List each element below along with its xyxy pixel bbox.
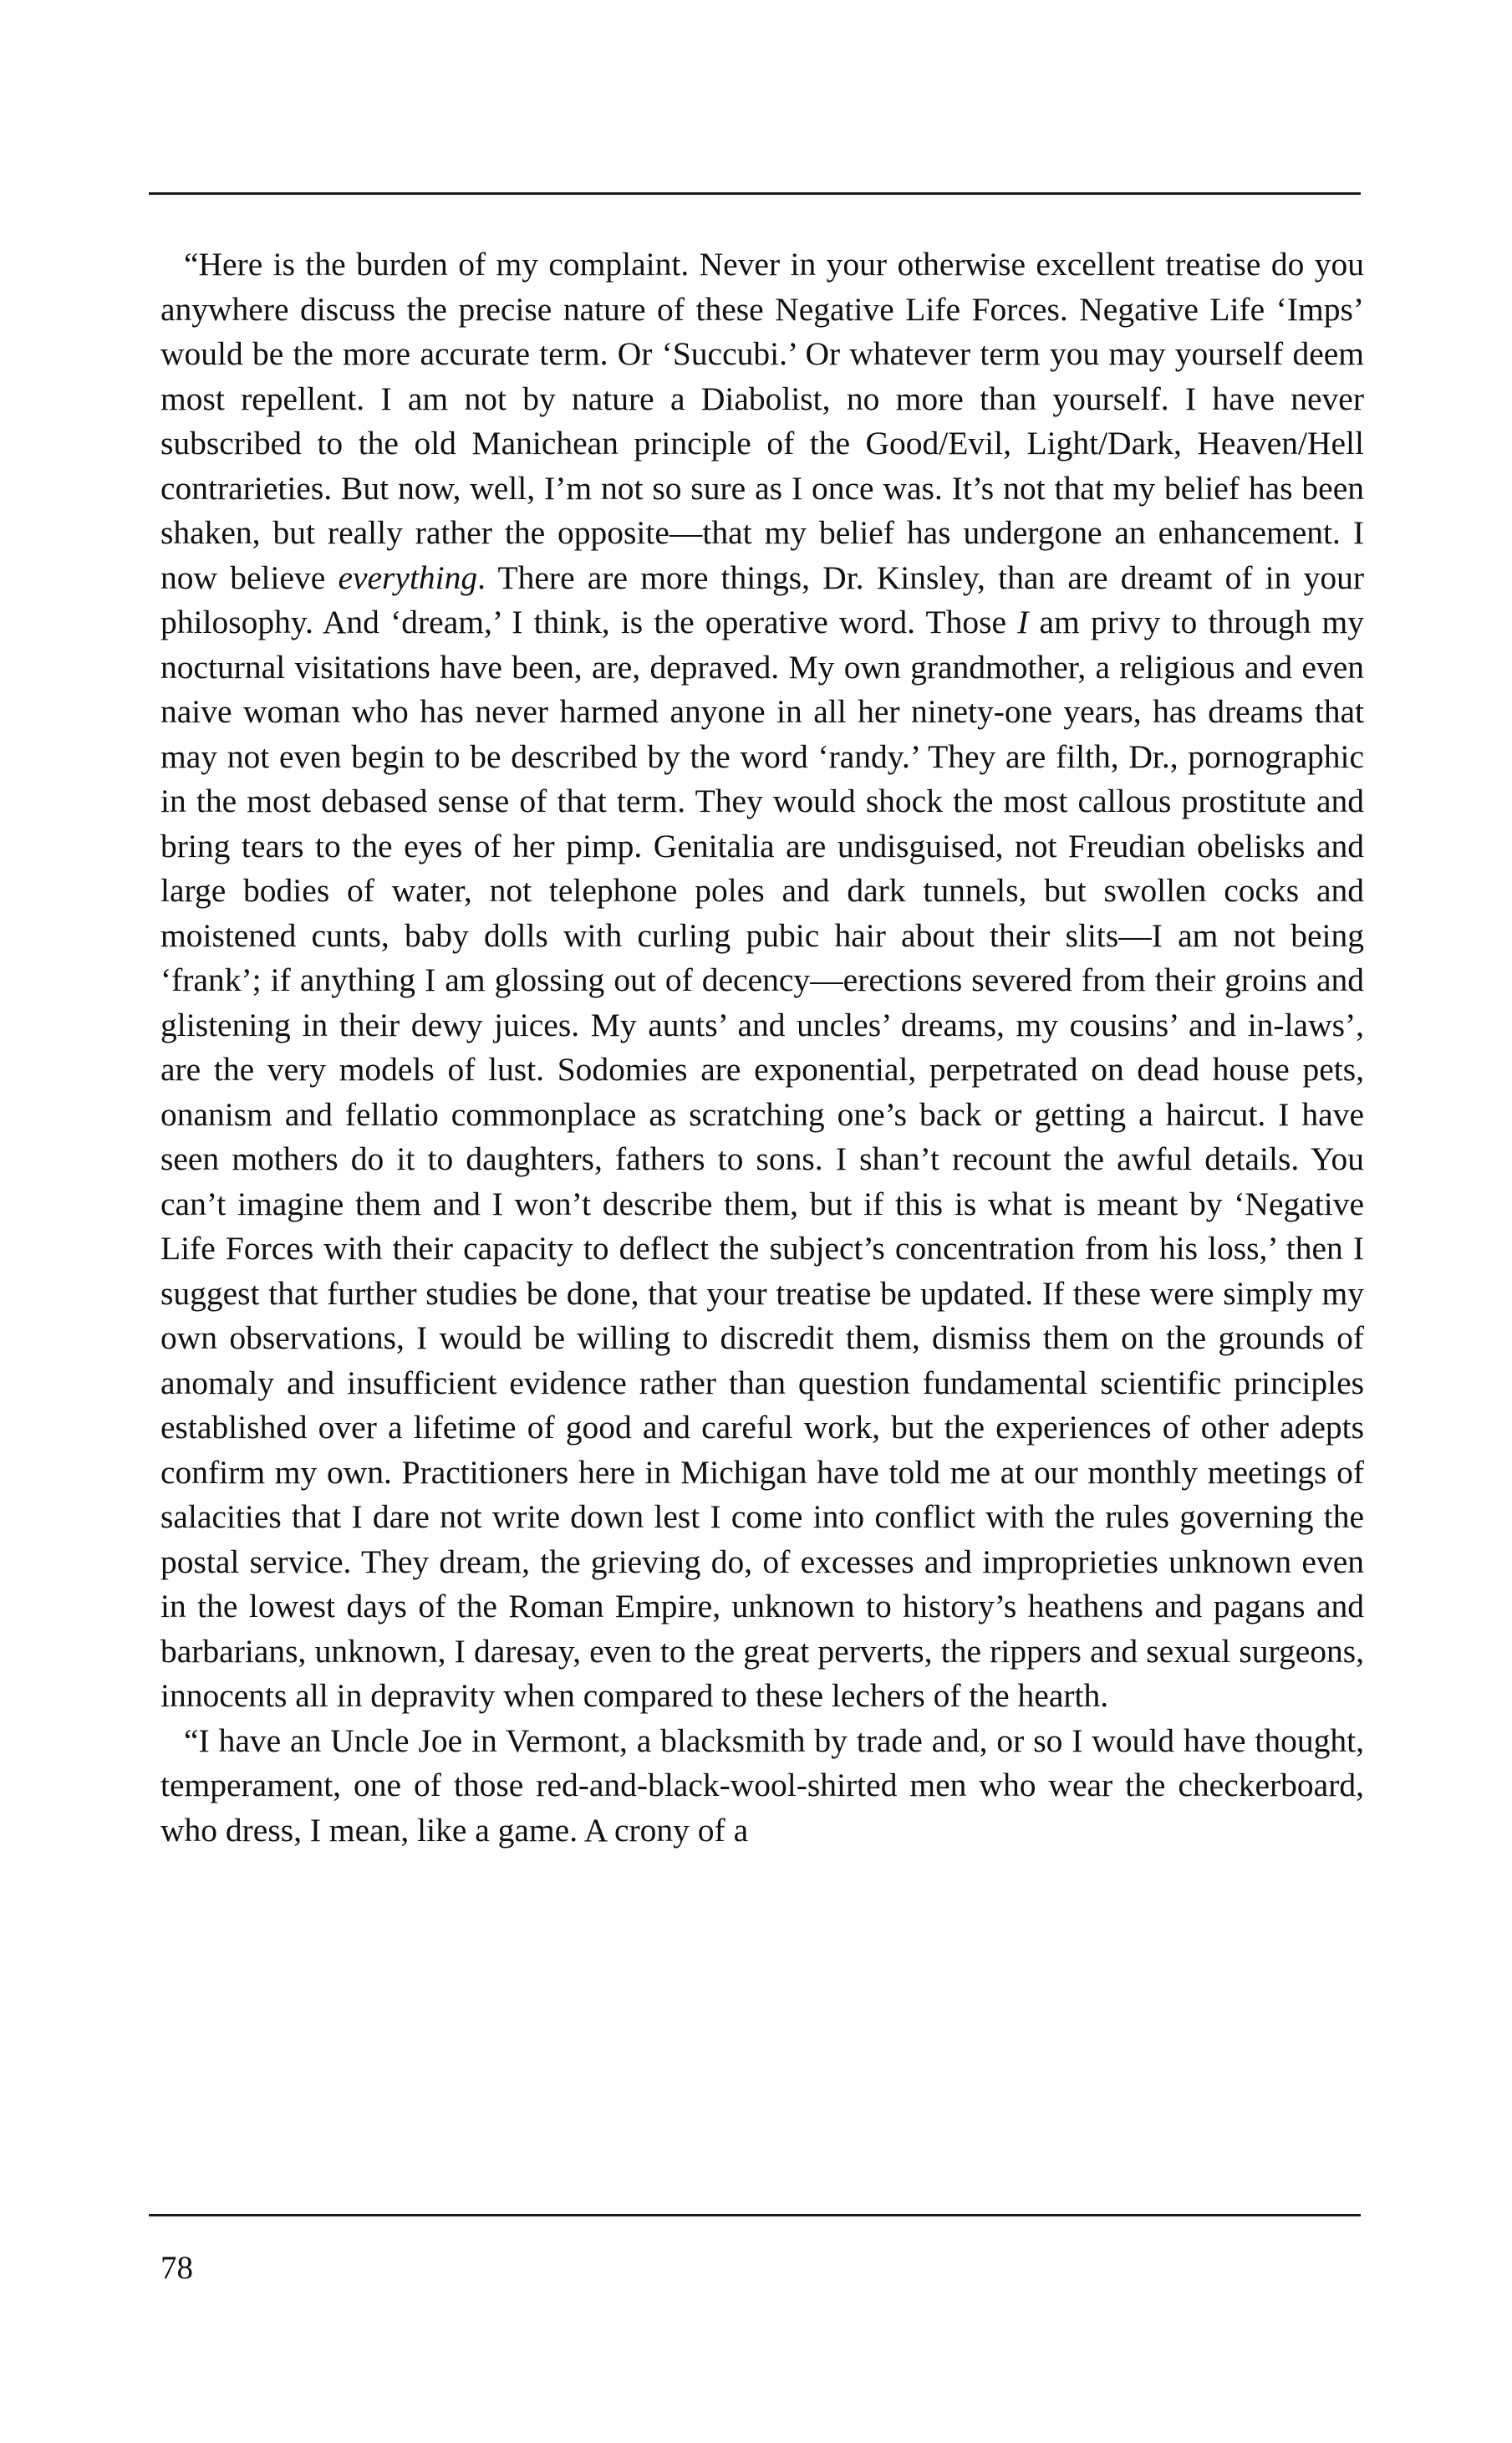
paragraph-2 (160, 1719, 1364, 1854)
emphasis-i: I (1017, 604, 1029, 640)
footer-rule (149, 2214, 1361, 2216)
text-run: am privy to through my nocturnal visitations have been, are, depraved. My own grandmother, a religious and even naive woman who has never harmed anyone in all her ninety-one years, has dreams that may not even begin to be described by the word ‘randy.’ They are filth, Dr., pornographic in the most debased sense of that term. They would shock the most callous prostitute and bring tears to the eyes of her pimp. Genitalia are undisguised, not Freudian obelisks and large bodies of water, not telephone poles and dark tunnels, but swollen cocks and moistened cunts, baby dolls with curling pubic hair about their slits—I am not being ‘frank’; if anything I am glossing out of decency—erections severed from their groins and glistening in their dewy juices. My aunts’ and uncles’ dreams, my cousins’ and in-laws’, are the very models of lust. Sodomies are exponential, perpetrated on dead house pets, onanism and fellatio commonplace as scratching one’s back or getting a haircut. I have seen mothers do it to daughters, fathers to sons. I shan’t recount the awful details. You can’t imagine them and I won’t describe them, but if this is what is meant by ‘Negative Life Forces with their capacity to deflect the subject’s concentration from his loss,’ then I suggest that further studies be done, that your treatise be updated. If these were simply my own observations, I would be willing to discredit them, dismiss them on the grounds of anomaly and insufficient evidence rather than question fundamental scientific principles established over a lifetime of good and careful work, but the experiences of other adepts confirm my own. Practitioners here in Michigan have told me at our monthly meetings of salacities that I dare not write down lest I come into conflict with the rules governing the postal service. They dream, the grieving do, of excesses and improprieties unknown even in the lowest days of the Roman Empire, unknown to history’s heathens and pagans and barbarians, unknown, I daresay, even to the great perverts, the rippers and sexual surgeons, innocents all in depravity when compared to these lechers of the hearth. (160, 604, 1364, 1714)
text-run: “I have an Uncle Joe in Vermont, a blacksmith by trade and, or so I would have thought, temperament, one of those red-and-black-wool-shirted men who wear the checkerboard, who dress, I mean, like a game. A crony of a (160, 1721, 1364, 1849)
body-text (160, 242, 1364, 1853)
header-rule (149, 192, 1361, 195)
paragraph-1 (160, 242, 1364, 1719)
text-run: . There are more things, Dr. Kinsley, than are dreamt of in your philosophy. And ‘dream,’ I think, is the operative word. Those (160, 558, 1364, 640)
text-run: “Here is the burden of my complaint. Never in your otherwise excellent treatise do you anywhere discuss the precise nature of these Negative Life Forces. Negative Life ‘Imps’ would be the more accurate term. Or ‘Succubi.’ Or whatever term you may yourself deem most repellent. I am not by nature a Diabolist, no more than yourself. I have never subscribed to the old Manichean principle of the Good/Evil, Light/Dark, Heaven/Hell contrarieties. But now, well, I’m not so sure as I once was. It’s not that my belief has been shaken, but really rather the opposite—that my belief has undergone an enhancement. I now believe (160, 246, 1364, 596)
page-number: 78 (160, 2250, 193, 2286)
emphasis-everything: everything (338, 558, 478, 596)
